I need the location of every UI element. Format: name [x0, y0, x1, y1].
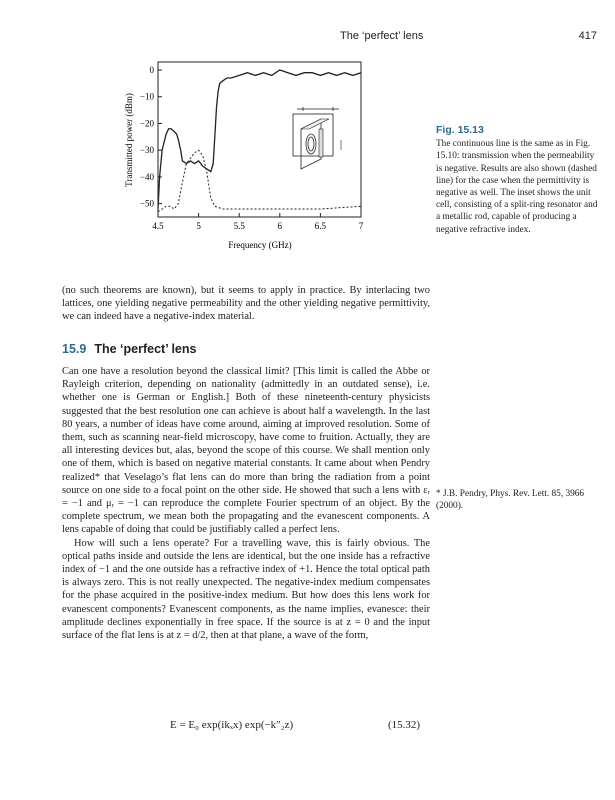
- x-tick-label-0: 4.5: [152, 221, 164, 231]
- section-title: The ‘perfect’ lens: [94, 342, 197, 356]
- y-axis-label: Transmitted power (dBm): [124, 93, 134, 187]
- y-tick-label-2: −20: [139, 118, 154, 129]
- figure-caption-text: The continuous line is the same as in Fig. 15.10: transmission when the permeability is negative. Results are also shown (dashed line) for the case when the permittivity is negative as well. The inset shows the unit cell, consisting of a split-ring resonator and a metallic rod, capable of producing a negative refractive index.: [436, 139, 598, 235]
- paragraph-2: Can one have a resolution beyond the classical limit? [This limit is called the Abbe or Rayleigh criterion, depending on nationality (admittedly in an outdated sense), i.e. whether one is German or English.] Both of these nineteenth-century physicists suggested that the best resolution one can achieve is about half a wavelength. In the last 80 years, a number of ideas have come around, aiming at improved resolution. Some of them, such as scanning near-field microscopy, have come to fruition. Actually, they are all interesting devices but, alas, beyond the scope of this course. We shall mention only one of them, which is based on negative material constants. It came about when Pendry realized* that Veselago’s flat lens can do more than bring the radiation from a point source on one side to a focal point on the other side. He showed that such a lens with εᵣ = −1 and μᵣ = −1 can reproduce the complete Fourier spectrum of an object. By the complete spectrum, we mean both the propagating and the evanescent components. A lens capable of doing that could be justifiably called a perfect lens.: [62, 366, 430, 536]
- footnote-text: J.B. Pendry, Phys. Rev. Lett. 85, 3966 (2000).: [436, 489, 585, 512]
- x-axis-label: Frequency (GHz): [228, 240, 292, 250]
- y-tick-label-4: −40: [139, 171, 154, 182]
- y-tick-label-3: −30: [139, 145, 154, 156]
- figure-15-13: [110, 52, 380, 272]
- series-dashed-line: [158, 150, 361, 212]
- paragraph-3: How will such a lens operate? For a travelling wave, this is fairly obvious. The optical paths inside and outside the lens are identical, but the one inside has a refractive index of −1 and the one outside has a refractive index of +1. Hence the total optical path is always zero. This is not really unexpected. The negative-index medium compensates for the phase acquired in the positive-index medium. But how does this lens work for evanescent components? Evanescent components, as the name implies, evanesce: their amplitude declines exponentially in free space. If the source is at z = 0 and the input surface of the flat lens is at z = d/2, then at that plane, a wave of the form,: [62, 537, 430, 642]
- running-header-title: The ‘perfect’ lens: [340, 30, 424, 42]
- equation-15-32: E = E₀ exp(ikₓx) exp(−k″₂z): [170, 719, 294, 731]
- figure-caption: [436, 124, 598, 236]
- paragraph-continued: [62, 284, 430, 324]
- section-heading: [62, 342, 196, 356]
- equation-number: (15.32): [388, 719, 421, 731]
- x-tick-label-3: 6: [277, 221, 283, 231]
- paragraph-1: (no such theorems are known), but it seems to apply in practice. By interlacing two lattices, one yielding negative permeability and the other yielding negative permittivity, we can indeed have a negative-index material.: [62, 285, 430, 323]
- y-tick-label-5: −50: [139, 198, 154, 209]
- transmission-chart: [110, 52, 380, 272]
- figure-label: Fig. 15.13: [436, 124, 484, 136]
- page-number: 417: [578, 30, 597, 42]
- footnote: [436, 488, 601, 512]
- section-body: [62, 365, 430, 642]
- x-tick-label-2: 5.5: [233, 221, 245, 231]
- section-number: 15.9: [62, 342, 87, 356]
- x-tick-label-5: 7: [358, 221, 364, 231]
- footnote-marker: *: [436, 489, 441, 499]
- y-tick-label-1: −10: [139, 91, 154, 102]
- x-tick-label-1: 5: [196, 221, 201, 231]
- y-tick-label-0: 0: [149, 65, 154, 76]
- x-tick-label-4: 6.5: [314, 221, 327, 231]
- unit-cell-inset-icon: [293, 107, 341, 169]
